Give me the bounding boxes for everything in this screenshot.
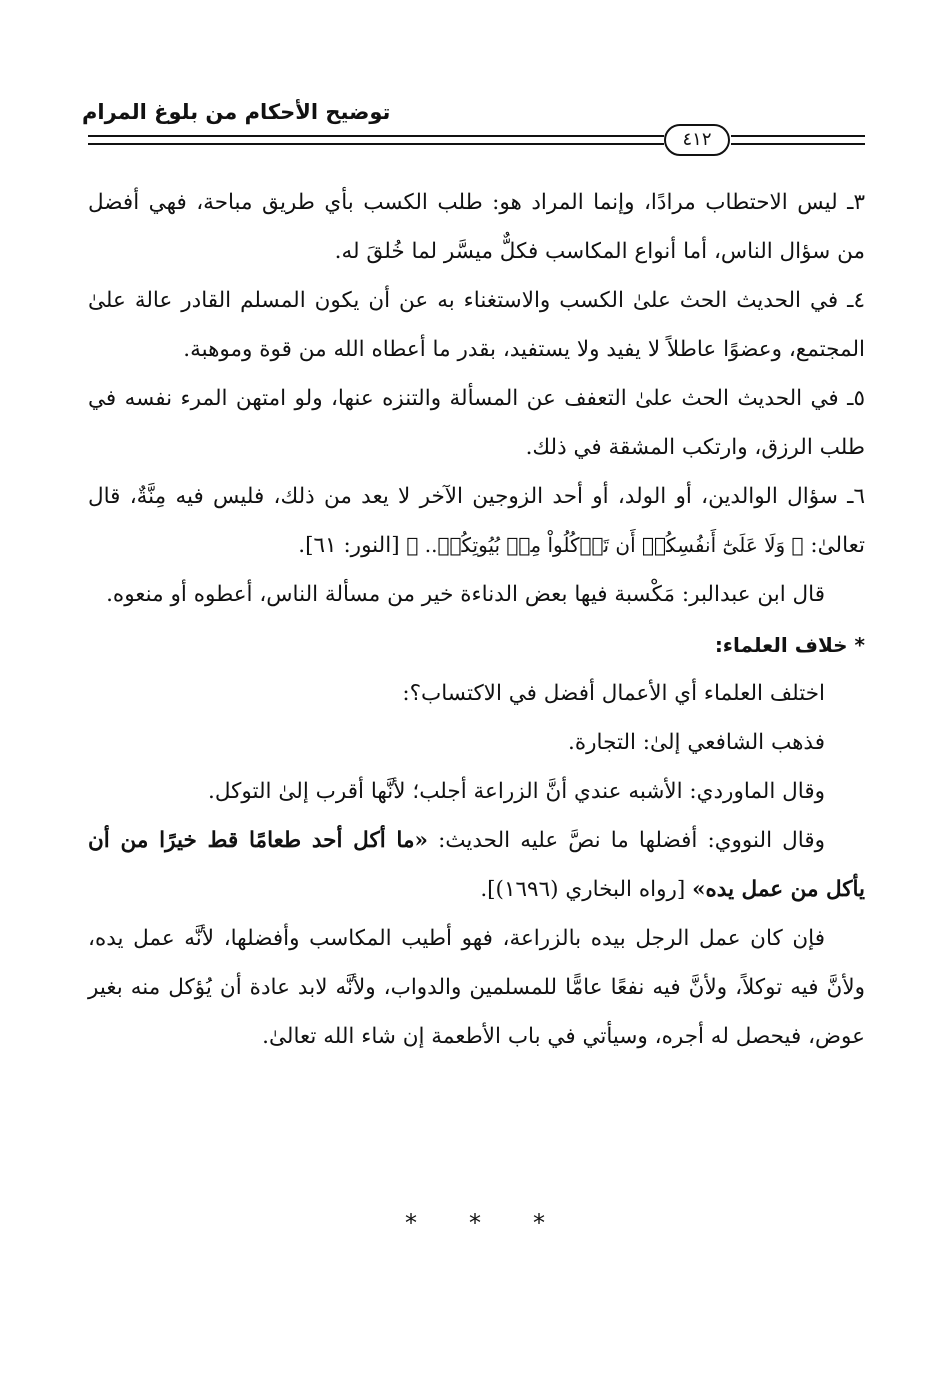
running-title: توضيح الأحكام من بلوغ المرام [82,100,391,124]
page-number-frame [664,124,730,156]
item-text: سؤال الوالدين، أو الولد، أو أحد الزوجين الآخر لا يعد من ذلك، فليس فيه مِنَّةٌ، قال تعالىٰ: [88,484,865,558]
quran-verse: ﴿ وَلَا عَلَىٰٓ أَنفُسِكُمۡ أَن تَأۡكُلُواْ مِنۢ بُيُوتِكُمۡ.. ﴾ [406,533,804,557]
item-text: ليس الاحتطاب مرادًا، وإنما المراد هو: طلب الكسب بأي طريق مباحة، فهي أفضل من سؤال الناس، أما أنواع المكاسب فكلٌّ ميسَّر لما خُلقَ له. [88,190,865,264]
paragraph: اختلف العلماء أي الأعمال أفضل في الاكتساب؟: [402,681,825,706]
asterisk: * [469,1209,481,1237]
item-number: ٣ـ [847,190,865,215]
hadith-citation: [رواه البخاري (١٦٩٦)]. [480,877,686,902]
item-number: ٦ـ [847,484,865,509]
text-body [88,178,865,1061]
list-item-3 [88,178,865,276]
section-separator [405,1208,545,1238]
verse-citation: [النور: ٦١]. [298,533,400,558]
section-heading: * خلاف العلماء: [714,633,865,657]
item-number: ٥ـ [847,386,865,411]
header-rule [731,143,865,145]
asterisk: * [405,1209,417,1237]
paragraph: فذهب الشافعي إلىٰ: التجارة. [568,730,825,755]
header-rule [88,143,664,145]
ibn-abdulbarr-quote: قال ابن عبدالبر: مَكْسبة فيها بعض الدناءة خير من مسألة الناس، أعطوه أو منعوه. [106,582,825,607]
page-number: ٤١٢ [682,129,712,150]
list-item-4 [88,276,865,374]
asterisk: * [533,1209,545,1237]
item-number: ٤ـ [847,288,865,313]
list-item-6 [88,472,865,570]
paragraph: وقال الماوردي: الأشبه عندي أنَّ الزراعة أجلب؛ لأنَّها أقرب إلىٰ التوكل. [208,779,825,804]
list-item-5 [88,374,865,472]
item-text: في الحديث الحث علىٰ التعفف عن المسألة والتنزه عنها، ولو امتهن المرء نفسه في طلب الرزق، وارتكب المشقة في ذلك. [88,386,865,460]
nawawi-intro: وقال النووي: أفضلها ما نصَّ عليه الحديث: [438,828,825,853]
hadith-text: «ما أكل أحد طعامًا قط خيرًا من أن يأكل من عمل يده» [88,828,865,902]
header-rule [731,135,865,137]
header-rule [88,135,664,137]
nawawi-paragraph [88,816,865,914]
paragraph: فإن كان عمل الرجل بيده بالزراعة، فهو أطيب المكاسب وأفضلها، لأنَّه عمل يده، ولأنَّ فيه توكلاً، ولأنَّ فيه نفعًا عامًّا للمسلمين والدواب، ولأنَّه لابد عادة أن يُؤكل منه بغير عوض، فيحصل له أجره، وسيأتي في باب الأطعمة إن شاء الله تعالىٰ. [88,926,865,1049]
item-text: في الحديث الحث علىٰ الكسب والاستغناء به عن أن يكون المسلم القادر عالة علىٰ المجتمع، وعضوًا عاطلاً لا يفيد ولا يستفيد، بقدر ما أعطاه الله من قوة وموهبة. [88,288,865,362]
